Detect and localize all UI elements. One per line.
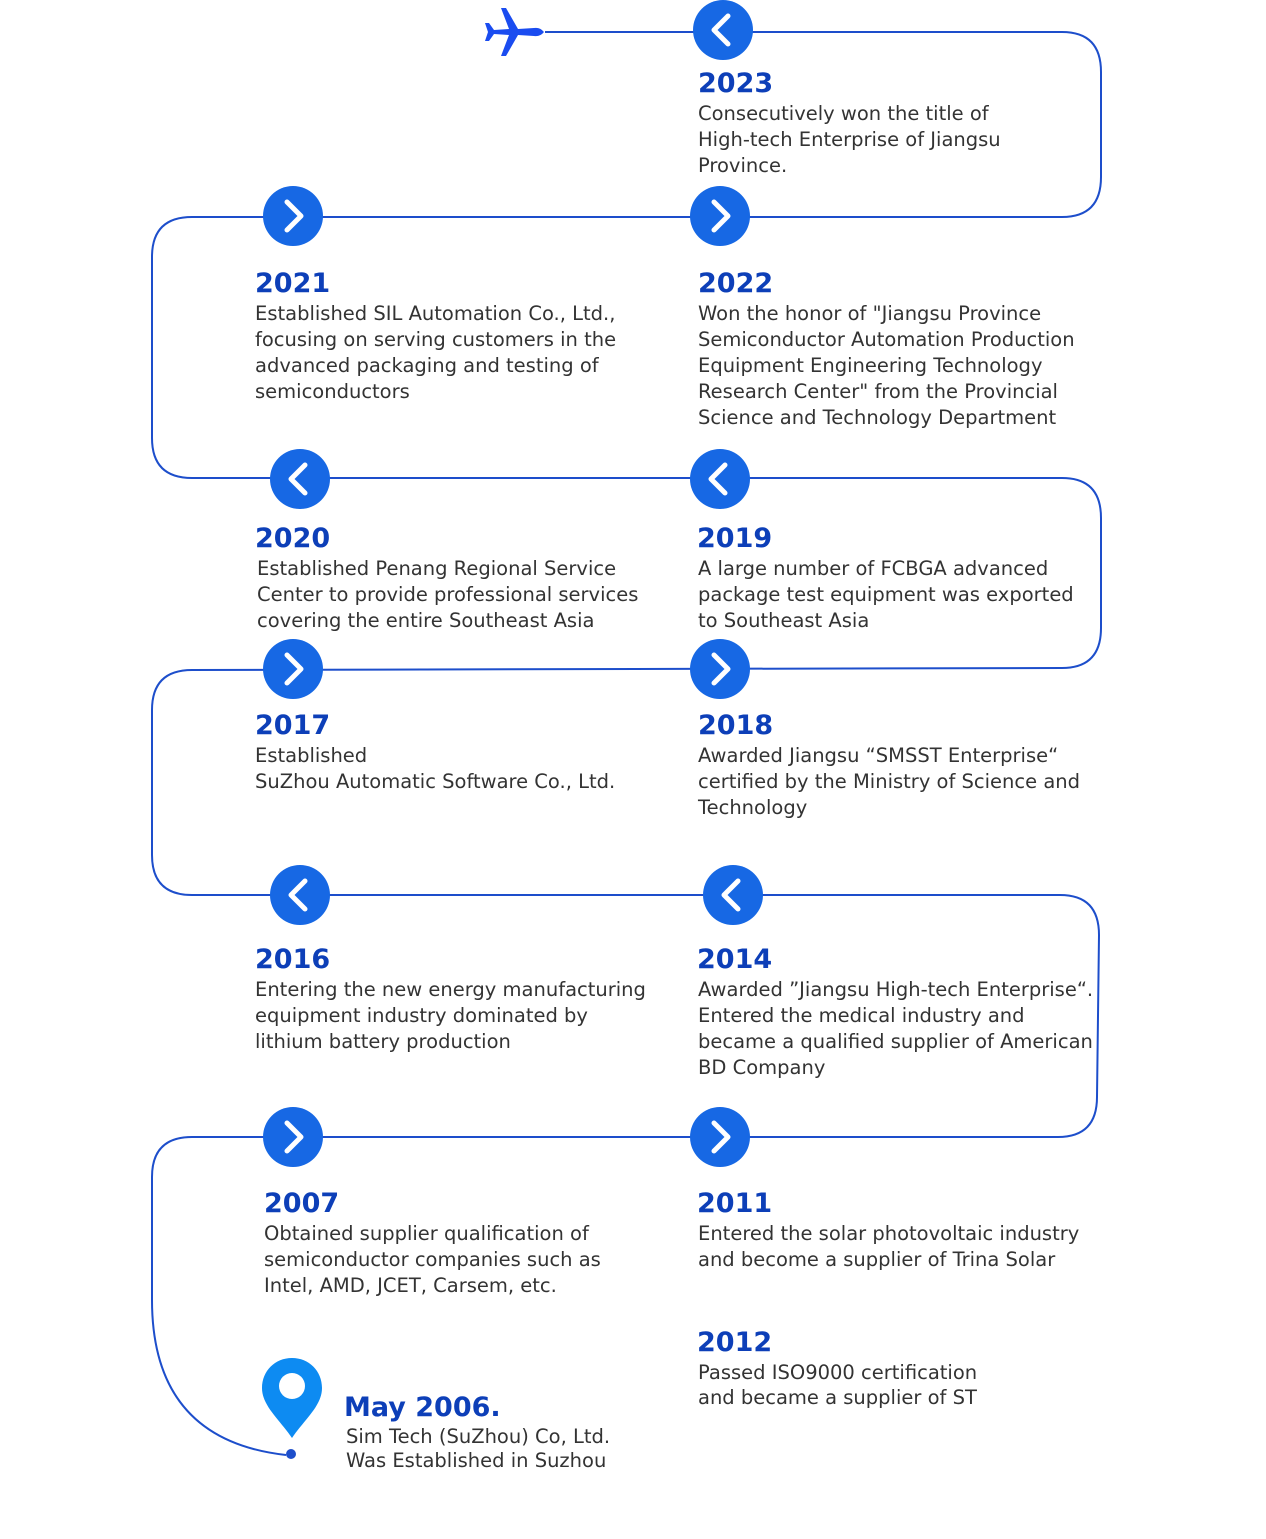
milestone-2021 xyxy=(255,268,616,405)
milestone-text: Entering the new energy manufacturing equipment industry dominated by lithium battery production xyxy=(255,978,646,1053)
node-2011 xyxy=(690,1107,750,1167)
milestone-2011 xyxy=(697,1188,1079,1273)
milestone-year: 2014 xyxy=(697,944,773,975)
milestone-year: 2016 xyxy=(255,944,331,975)
chevron-left-icon xyxy=(703,865,763,925)
node-2016 xyxy=(270,865,330,925)
milestone-text: Sim Tech (SuZhou) Co, Ltd. Was Established in Suzhou xyxy=(346,1425,611,1472)
chevron-left-icon xyxy=(690,449,750,509)
milestone-2019 xyxy=(697,523,1074,634)
chevron-left-icon xyxy=(270,449,330,509)
milestone-2014 xyxy=(697,944,1093,1081)
chevron-left-icon xyxy=(693,0,753,60)
node-2023 xyxy=(693,0,753,60)
airplane-icon xyxy=(480,2,550,62)
node-2019 xyxy=(690,449,750,509)
node-2017 xyxy=(263,639,323,699)
node-2022 xyxy=(690,186,750,246)
milestone-text: Won the honor of "Jiangsu Province Semiconductor Automation Production Equipment Engineering Technology Research Center" from the Provincial Science and Technology Department xyxy=(698,302,1075,429)
milestone-text: Established SIL Automation Co., Ltd., focusing on serving customers in the advanced packaging and testing of semiconductors xyxy=(255,302,617,403)
milestone-year: 2012 xyxy=(697,1327,773,1358)
milestone-year: 2007 xyxy=(264,1188,340,1219)
milestone-year: 2011 xyxy=(697,1188,773,1219)
node-2007 xyxy=(263,1107,323,1167)
milestone-text: Passed ISO9000 certification and became a supplier of ST xyxy=(698,1361,978,1409)
milestone-2017 xyxy=(255,710,615,795)
chevron-right-icon xyxy=(263,1107,323,1167)
chevron-right-icon xyxy=(690,639,750,699)
node-2020 xyxy=(270,449,330,509)
milestone-year: 2019 xyxy=(697,523,773,554)
milestone-2023 xyxy=(698,68,1001,179)
milestone-2007 xyxy=(264,1188,601,1299)
milestone-text: Obtained supplier qualification of semiconductor companies such as Intel, AMD, JCET, Carsem, etc. xyxy=(264,1222,601,1297)
milestone-text: Consecutively won the title of High-tech Enterprise of Jiangsu Province. xyxy=(698,102,1001,177)
milestone-year: 2020 xyxy=(255,523,331,554)
node-2018 xyxy=(690,639,750,699)
milestone-2022 xyxy=(698,268,1075,431)
milestone-text: Awarded ”Jiangsu High-tech Enterprise“. Entered the medical industry and became a qualified supplier of American BD Company xyxy=(698,978,1094,1079)
milestone-2006 xyxy=(344,1392,610,1473)
milestone-year: 2018 xyxy=(698,710,774,741)
location-pin-icon xyxy=(258,1356,326,1466)
milestone-text: Entered the solar photovoltaic industry and become a supplier of Trina Solar xyxy=(698,1222,1080,1271)
milestone-year: 2023 xyxy=(698,68,774,99)
milestone-year: 2021 xyxy=(255,268,331,299)
milestone-2020 xyxy=(255,523,638,634)
milestone-text: Awarded Jiangsu “SMSST Enterprise“ certified by the Ministry of Science and Technology xyxy=(698,744,1081,819)
milestone-2016 xyxy=(255,944,646,1055)
chevron-right-icon xyxy=(690,1107,750,1167)
milestone-text: Established SuZhou Automatic Software Co., Ltd. xyxy=(255,744,616,793)
chevron-right-icon xyxy=(690,186,750,246)
milestone-year: 2017 xyxy=(255,710,331,741)
milestone-2018 xyxy=(698,710,1080,821)
chevron-left-icon xyxy=(270,865,330,925)
chevron-right-icon xyxy=(263,186,323,246)
milestone-2012 xyxy=(697,1327,977,1410)
chevron-right-icon xyxy=(263,639,323,699)
node-2021 xyxy=(263,186,323,246)
milestone-text: A large number of FCBGA advanced package test equipment was exported to Southeast Asia xyxy=(698,557,1074,632)
milestone-text: Established Penang Regional Service Center to provide professional services covering the entire Southeast Asia xyxy=(257,557,639,632)
milestone-year: May 2006. xyxy=(344,1392,501,1423)
node-2014 xyxy=(703,865,763,925)
milestone-year: 2022 xyxy=(698,268,774,299)
